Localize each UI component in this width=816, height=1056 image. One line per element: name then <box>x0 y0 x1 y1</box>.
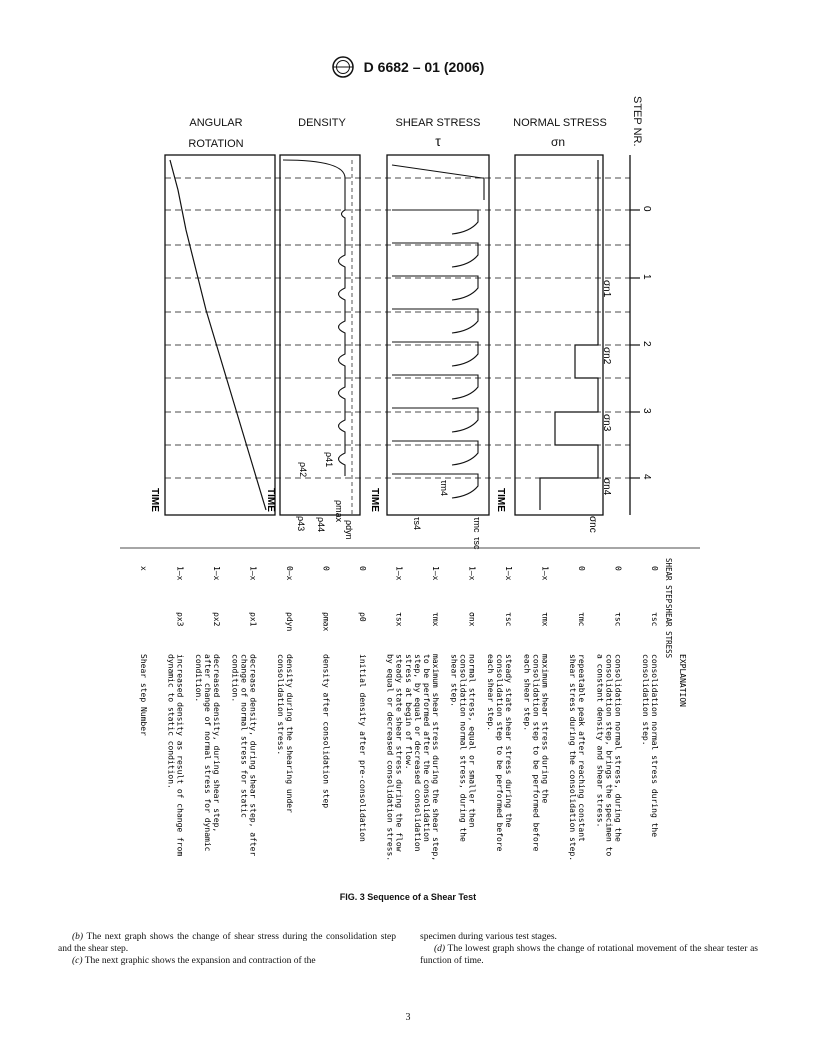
density-curve <box>283 160 345 476</box>
paragraph-text: specimen during various test stages. <box>420 932 557 942</box>
item-label: (c) <box>72 956 83 966</box>
rho-label: ρ41 <box>324 452 334 468</box>
table-header-explanation: EXPLANATION <box>678 654 687 707</box>
row-step: 1–x <box>504 566 513 581</box>
col-header-step-nr: STEP NR. <box>631 96 643 147</box>
row-symbol: ρx1 <box>248 612 258 627</box>
time-label: TIME <box>369 488 380 512</box>
row-explanation: consolidation step to be performed before <box>495 654 504 852</box>
time-label: TIME <box>149 488 160 512</box>
col-header-shear-stress: SHEAR STRESS <box>395 117 481 129</box>
row-explanation: initial density after pre-consolidation <box>358 654 367 842</box>
row-explanation: shear step. <box>449 654 459 707</box>
row-explanation: increased density as result of change from <box>175 654 185 857</box>
explanation-table <box>139 558 687 861</box>
row-symbol: τsc <box>613 612 623 627</box>
row-explanation: decreased density, during shear step, <box>212 654 221 833</box>
row-explanation: condition. <box>230 654 240 703</box>
sigma-label: σnc <box>587 516 598 533</box>
step-number: 4 <box>641 474 652 480</box>
col-header-rotation: ROTATION <box>188 138 244 150</box>
row-step: 0 <box>321 566 331 571</box>
row-step: 1–x <box>175 566 185 581</box>
col-header-sigma: σn <box>550 135 566 149</box>
row-explanation: decrease density, during shear step, after <box>248 654 258 857</box>
panel-frame-3 <box>515 155 603 515</box>
page-number: 3 <box>405 1012 411 1023</box>
sigma-label: σn3 <box>601 414 612 432</box>
row-explanation: consolidation step to be performed before <box>531 654 541 852</box>
row-symbol: τsc <box>504 612 513 627</box>
col-header-angular: ANGULAR <box>189 117 243 129</box>
figure-graphs <box>120 155 700 550</box>
row-explanation: density after consolidation step <box>321 654 331 809</box>
paragraph-text: The next graphic shows the expansion and contraction of the <box>82 956 316 966</box>
shear-stress-curve <box>392 165 484 498</box>
panel-frame-2 <box>387 155 489 515</box>
row-explanation: to be performed after the consolidation <box>422 654 431 842</box>
rho-label: ρ43 <box>296 516 306 532</box>
row-symbol: τsc <box>650 612 659 627</box>
tau-label: τs4 <box>412 517 422 531</box>
row-step: 0 <box>577 566 586 571</box>
table-header-shear-stress: SHEAR STRESS <box>664 604 673 659</box>
row-explanation: consolidation step. <box>641 654 650 746</box>
row-symbol: ρdyn <box>285 612 294 632</box>
row-explanation: dynamic to static condition. <box>166 654 176 789</box>
col-header-density: DENSITY <box>298 117 346 129</box>
paragraph-text: The next graph shows the change of shear stress during the consolidation step and the shear step. <box>58 932 396 954</box>
row-explanation: maximum shear stress during the shear step, <box>431 654 440 862</box>
row-step: 1–x <box>467 566 477 581</box>
col-header-normal-stress: NORMAL STRESS <box>513 117 607 129</box>
row-explanation: repeatable peak after reaching constant <box>577 654 586 842</box>
item-label: (d) <box>434 944 446 954</box>
sigma-label: σn4 <box>601 478 612 496</box>
row-explanation: each shear step. <box>522 654 532 732</box>
tau-label: τsc <box>472 537 482 550</box>
row-step: 1–x <box>431 566 440 581</box>
angular-rotation-curve <box>170 160 266 510</box>
step-number: 1 <box>641 274 652 280</box>
panel-frame-1 <box>280 155 360 515</box>
row-explanation: maximum shear stress during the <box>540 654 550 804</box>
paragraph-text: The lowest graph shows the change of rotational movement of the shear tester as function of time. <box>420 944 758 966</box>
tau-label: τm4 <box>439 480 449 497</box>
row-symbol: τsx <box>394 612 404 627</box>
row-step: 0 <box>613 566 623 571</box>
row-step: 1–x <box>394 566 404 581</box>
row-symbol: ρx3 <box>175 612 185 627</box>
row-explanation: a constant density and shear stress. <box>595 654 605 828</box>
row-symbol: ρmax <box>321 612 331 632</box>
row-symbol: τmx <box>540 612 550 627</box>
rho-label: ρmax <box>334 500 344 523</box>
row-explanation: steady state shear stress during the <box>504 654 513 828</box>
row-explanation: after change of normal stress for dynamic <box>203 654 212 852</box>
document-designation: D 6682 – 01 (2006) <box>363 59 485 75</box>
row-explanation: each shear step. <box>486 654 495 732</box>
row-explanation: change of normal stress for static <box>239 654 249 818</box>
row-step: 1–x <box>248 566 258 581</box>
row-explanation: consolidation normal stress during the <box>650 654 659 838</box>
step-number: 2 <box>641 341 652 347</box>
row-explanation: Shear step Number <box>139 654 148 736</box>
rho-label: ρ44 <box>316 517 326 533</box>
row-explanation: steady state shear stress during the flow <box>394 654 404 852</box>
sigma-label: σn2 <box>601 347 612 365</box>
row-explanation: density during the shearing under <box>285 654 294 813</box>
row-explanation: stress at begin of flow. <box>404 654 413 770</box>
sigma-label: σn1 <box>601 280 612 298</box>
row-step: 1–x <box>212 566 221 581</box>
figure-caption: FIG. 3 Sequence of a Shear Test <box>339 892 477 902</box>
row-explanation: consolidation step, brings the specimen to <box>604 654 614 857</box>
row-explanation: condition. <box>194 654 203 703</box>
tau-label: τmc <box>472 517 482 533</box>
row-explanation: step, by equal or decreased consolidation <box>413 654 422 852</box>
rho-label: ρdyn <box>344 520 354 540</box>
body-column-right <box>420 931 758 967</box>
row-symbol: ρx2 <box>212 612 221 627</box>
row-symbol: τmc <box>577 612 586 627</box>
col-header-tau: τ <box>435 133 441 149</box>
row-step: x <box>139 566 148 571</box>
normal-stress-curve <box>540 160 598 510</box>
time-label: TIME <box>495 488 506 512</box>
step-number: 3 <box>641 408 652 414</box>
body-column-left <box>58 931 396 967</box>
row-symbol: σnx <box>467 612 477 627</box>
row-explanation: normal stress, equal or smaller then <box>467 654 477 828</box>
row-step: 0 <box>650 566 659 571</box>
row-step: 1–x <box>540 566 550 581</box>
row-symbol: τmx <box>431 612 440 627</box>
row-symbol: ρ0 <box>358 612 367 622</box>
row-explanation: by equal or decreased consolidation stress. <box>385 654 395 862</box>
figure-column-headers <box>188 96 643 150</box>
rho-label: ρ42 <box>298 462 308 478</box>
item-label: (b) <box>72 932 84 942</box>
row-explanation: consolidation stress. <box>276 654 285 756</box>
row-explanation: consolidation normal stress, during the <box>613 654 623 842</box>
row-explanation: consolidation normal stress, during the <box>458 654 468 842</box>
table-header-shear-step: SHEAR STEP <box>664 558 673 604</box>
row-explanation: shear stress during the consolidation step. <box>568 654 577 862</box>
row-step: 0 <box>358 566 367 571</box>
row-step: 0–x <box>285 566 294 581</box>
time-label: TIME <box>265 488 276 512</box>
step-number: 0 <box>641 206 652 212</box>
